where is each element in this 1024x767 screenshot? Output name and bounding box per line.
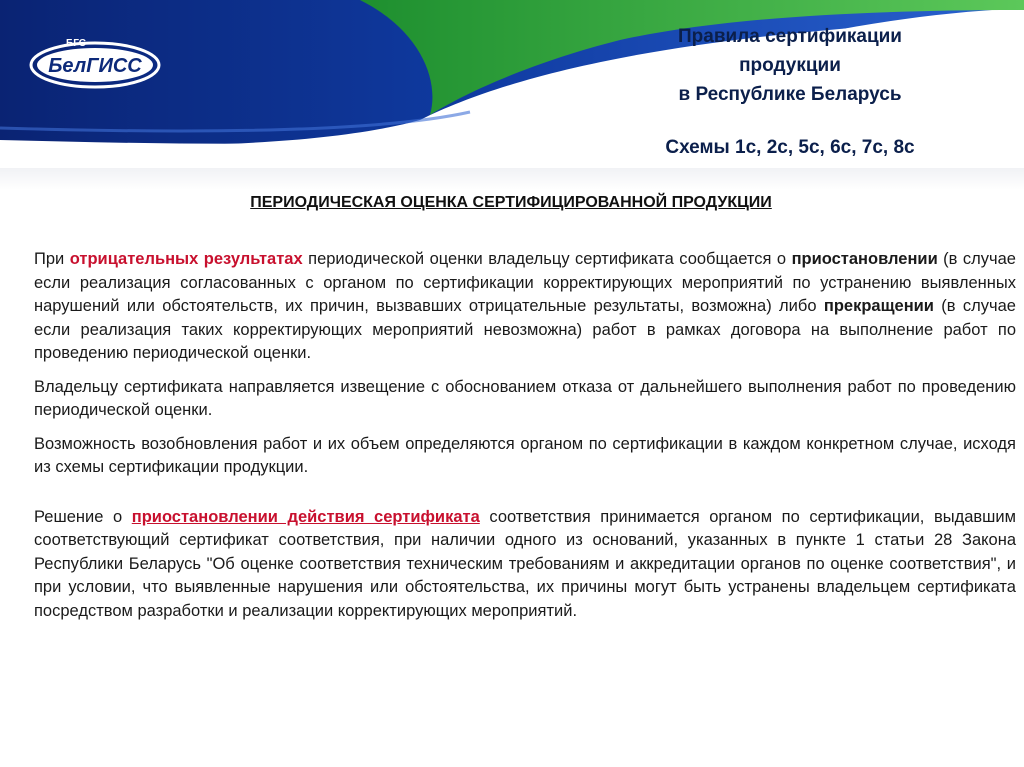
title-line-1: Правила сертификации xyxy=(677,26,902,47)
term-termination: прекращении xyxy=(823,297,934,315)
highlight-certificate-suspension: приостановлении действия сертификата xyxy=(131,507,480,526)
paragraph-3: Возможность возобновления работ и их объем определяются органом по сертификации в каждом конкретном случае, исходя из схемы сертификации продукции. xyxy=(34,434,1016,476)
slide-title xyxy=(560,22,1020,162)
section-heading: ПЕРИОДИЧЕСКАЯ ОЦЕНКА СЕРТИФИЦИРОВАННОЙ ПРОДУКЦИИ xyxy=(250,194,772,211)
paragraph-2: Владельцу сертификата направляется извещение с обоснованием отказа от дальнейшего выполнения работ по проведению периодической оценки. xyxy=(34,377,1016,419)
svg-text:БелГИСС: БелГИСС xyxy=(48,55,142,77)
highlight-negative-results: отрицательных результатах xyxy=(69,250,303,268)
title-line-3: в Республике Беларусь xyxy=(678,84,902,105)
schemes-subtitle: Схемы 1с, 2с, 5с, 6с, 7с, 8с xyxy=(665,137,915,158)
body-content xyxy=(34,248,1016,633)
belgiss-logo xyxy=(26,32,164,92)
title-line-2: продукции xyxy=(739,55,841,76)
svg-text:БГС: БГС xyxy=(66,38,86,49)
paragraph-4: Решение о приостановлении действия сертификата соответствия принимается органом по сертификации, выдавшим соответствующий сертификат соответствия, при наличии одного из оснований, указанных в пункте 1 статьи 28 Закона Республики Беларусь "Об оценке соответствия техническим требованиям и аккредитации органов по оценке соответствия", и при условии, что выявленные нарушения или обстоятельства, их причины могут быть устранены владельцем сертификата посредством разработки и реализации корректирующих мероприятий. xyxy=(34,507,1016,620)
paragraph-1: При отрицательных результатах периодической оценки владельцу сертификата сообщается о приостановлении (в случае если реализация согласованных с органом по сертификации корректирующих мероприятий по устранению выявленных нарушений или обстоятельств, их причин, вызвавших отрицательные результаты, возможна) либо прекращении (в случае если реализация таких корректирующих мероприятий невозможна) работ в рамках договора на выполнение работ по проведению периодической оценки. xyxy=(34,250,1016,362)
term-suspension: приостановлении xyxy=(791,250,938,268)
